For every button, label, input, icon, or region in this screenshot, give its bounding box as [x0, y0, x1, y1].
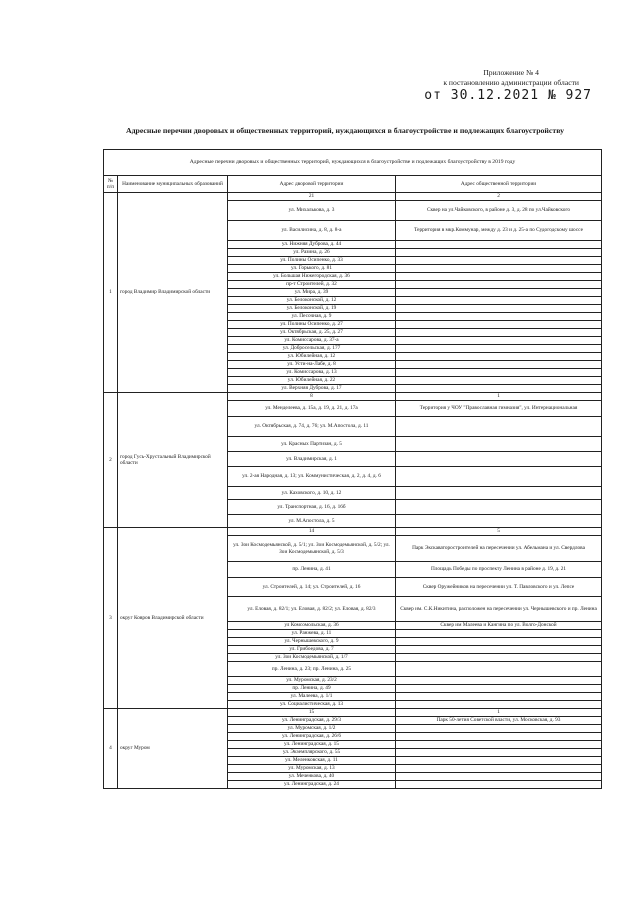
public-address	[396, 515, 602, 528]
yard-address: ул. Транспортная, д. 16, д. 16б	[228, 500, 396, 515]
public-address	[396, 353, 602, 361]
yard-address: ул. Комиссарова, д. 13	[228, 369, 396, 377]
yard-address: ул. Михальковa, д. 3	[228, 201, 396, 221]
public-address	[396, 781, 602, 789]
public-address	[396, 773, 602, 781]
yard-address: ул. Грибоедова, д. 7	[228, 646, 396, 654]
municipality-name: округ Муром	[118, 709, 228, 789]
yard-address: ул. Менделеева, д. 15а, д. 19, д. 21, д. 17а	[228, 401, 396, 417]
public-address	[396, 337, 602, 345]
yard-address: ул. Муромская, д. 1/2	[228, 725, 396, 733]
public-address	[396, 630, 602, 638]
public-address	[396, 693, 602, 701]
yard-address: ул. Октябрьская, д. 25, д. 27	[228, 329, 396, 337]
yard-address: ул. Разина, д. 26	[228, 249, 396, 257]
table-caption-row	[104, 150, 602, 176]
yard-address: ул. Ленинградская, д. 26/6	[228, 733, 396, 741]
yard-address: ул. Горького, д. 81	[228, 265, 396, 273]
group-count-row	[104, 193, 602, 201]
public-address	[396, 281, 602, 289]
header-public-address: Адрес общественной территории	[396, 176, 602, 193]
public-address: Территория в мкр.Коммунар, между д. 23 и д. 25-а по Судогодскому шоссе	[396, 221, 602, 241]
public-address	[396, 725, 602, 733]
public-address	[396, 345, 602, 353]
yard-address: ул. Верхняя Дуброва, д. 17	[228, 385, 396, 393]
public-address	[396, 500, 602, 515]
yard-address: пр. Ленина, д. 23; пр. Ленина, д. 25	[228, 662, 396, 677]
yard-address: ул. Усти-на-Лабе, д. 8	[228, 361, 396, 369]
yard-address: ул. Еловая, д. 82/1; ул. Еловая, д. 82/2; ул. Еловая, д. 82/3	[228, 597, 396, 622]
yard-address: ул. М.Апостола, д. 5	[228, 515, 396, 528]
public-address	[396, 638, 602, 646]
public-count: 2	[396, 193, 602, 201]
appendix-block	[424, 68, 592, 103]
yard-address: ул. Малеева, д. 1/1	[228, 693, 396, 701]
public-address	[396, 677, 602, 685]
yard-address: ул. Нижняя Дуброва, д. 44	[228, 241, 396, 249]
public-address	[396, 249, 602, 257]
public-address	[396, 654, 602, 662]
appendix-number: Приложение № 4	[483, 68, 539, 77]
public-address	[396, 369, 602, 377]
yard-address: ул. Меленковская, д. 11	[228, 757, 396, 765]
yard-address: ул. 2-ая Народная, д. 13; ул. Коммунистическая, д. 2, д. 4, д. 6	[228, 467, 396, 487]
public-address	[396, 377, 602, 385]
yard-address: ул. Полины Осипенко, д. 33	[228, 257, 396, 265]
yard-address: пр. Ленина, д. 41	[228, 562, 396, 578]
yard-address: ул. Белоконской, д. 19	[228, 305, 396, 313]
row-number: 2	[104, 393, 118, 528]
yard-count: 14	[228, 528, 396, 536]
public-address	[396, 297, 602, 305]
public-address	[396, 765, 602, 773]
row-number: 3	[104, 528, 118, 709]
public-address	[396, 305, 602, 313]
group-count-row	[104, 528, 602, 536]
territories-table-wrapper	[103, 149, 601, 789]
public-address	[396, 646, 602, 654]
yard-address: ул. Зои Космодемьянской, д. 1/7	[228, 654, 396, 662]
group-count-row	[104, 393, 602, 401]
municipality-name: город Владимир Владимирской области	[118, 193, 228, 393]
yard-address: ул. Строителей, д. 14; ул. Строителей, д. 16	[228, 578, 396, 597]
public-address	[396, 321, 602, 329]
municipality-name: округ Ковров Владимирской области	[118, 528, 228, 709]
public-count: 5	[396, 528, 602, 536]
public-address: Сквер им. С.К.Никитина, расположен на пересечении ул. Чернышевского и пр. Ленина	[396, 597, 602, 622]
yard-address: ул. Юбилейная, д. 12	[228, 353, 396, 361]
public-address	[396, 733, 602, 741]
public-address	[396, 361, 602, 369]
yard-count: 8	[228, 393, 396, 401]
public-address	[396, 662, 602, 677]
header-municipality: Наименование муниципальных образований	[118, 176, 228, 193]
yard-address: ул. Ленинградская, д. 29/3	[228, 717, 396, 725]
yard-address: ул. Василисина, д. 8, д. 8-а	[228, 221, 396, 241]
yard-count: 21	[228, 193, 396, 201]
public-address: Парк Экскаваторостроителей на пересечении ул. Абельмана и ул. Свердлова	[396, 536, 602, 562]
yard-address: пр. Ленина, д. 49	[228, 685, 396, 693]
yard-address: ул. Чернышевского, д. 9	[228, 638, 396, 646]
yard-address: ул. Добросельская, д. 177	[228, 345, 396, 353]
document-title: Адресные перечни дворовых и общественных территорий, нуждающихся в благоустройстве и подлежащих благоустройству	[125, 126, 565, 135]
yard-address: ул. Владимирская, д. 1	[228, 452, 396, 467]
public-address	[396, 701, 602, 709]
yard-address: ул Комсомольская, д. 36	[228, 622, 396, 630]
yard-address: ул. Песочная, д. 9	[228, 313, 396, 321]
yard-address: ул. Ленинградская, д. 24	[228, 781, 396, 789]
yard-address: ул. Муромская, д. 13	[228, 765, 396, 773]
public-address	[396, 265, 602, 273]
public-address: Площадь Победы по проспекту Ленина в районе д. 19, д. 21	[396, 562, 602, 578]
public-address	[396, 313, 602, 321]
public-address	[396, 685, 602, 693]
table-header-row	[104, 176, 602, 193]
yard-address: ул. Ленинградская, д. 15	[228, 741, 396, 749]
public-address	[396, 289, 602, 297]
public-address: Территория у ЧОУ "Православная гимназия", ул. Интернациональная	[396, 401, 602, 417]
yard-address: ул. Октябрьская, д. 74, д. 76; ул. М.Апостола, д. 11	[228, 417, 396, 437]
yard-address: ул. Полины Осипенко, д. 27	[228, 321, 396, 329]
public-address	[396, 487, 602, 500]
public-address	[396, 417, 602, 437]
yard-address: ул. Белоконской, д. 12	[228, 297, 396, 305]
yard-address: ул. Меченкова, д. 40	[228, 773, 396, 781]
yard-address: ул. Каховского, д. 10, д. 12	[228, 487, 396, 500]
yard-address: ул. Муромская, д. 23/2	[228, 677, 396, 685]
public-address	[396, 452, 602, 467]
appendix-reference: к постановлению администрации области	[443, 77, 579, 87]
yard-address: ул. Большая Нижегородская, д. 36	[228, 273, 396, 281]
appendix-date: от 30.12.2021 № 927	[424, 88, 592, 103]
public-address	[396, 467, 602, 487]
public-address: Сквер Оружейников на пересечении ул. Т. Павловского и ул. Лепсе	[396, 578, 602, 597]
yard-address: ул. Ранжева, д. 11	[228, 630, 396, 638]
public-address	[396, 749, 602, 757]
yard-address: ул. Юбилейная, д. 22	[228, 377, 396, 385]
territories-table	[103, 149, 602, 789]
yard-address: ул. Зои Космодемьянской, д. 5/1; ул. Зои Космодемьянской, д. 5/2; ул. Зои Космодемьянской, д. 5/3	[228, 536, 396, 562]
public-address	[396, 757, 602, 765]
yard-address: ул. Мира, д. 39	[228, 289, 396, 297]
public-count: 1	[396, 393, 602, 401]
public-address	[396, 329, 602, 337]
public-address: Сквер им Малеева и Кангина по ул. Волго-Донской	[396, 622, 602, 630]
public-count: 1	[396, 709, 602, 717]
public-address	[396, 273, 602, 281]
public-address	[396, 241, 602, 249]
public-address	[396, 741, 602, 749]
yard-address: ул. Комиссарова, д. 37-а	[228, 337, 396, 345]
group-count-row	[104, 709, 602, 717]
yard-address: пр-т Строителей, д. 32	[228, 281, 396, 289]
yard-address: ул. Экземплярского, д. 55	[228, 749, 396, 757]
header-yard-address: Адрес дворовой территории	[228, 176, 396, 193]
public-address: Парк 50-летия Советской власти, ул. Московская, д. 93	[396, 717, 602, 725]
public-address	[396, 385, 602, 393]
municipality-name: город Гусь-Хрустальный Владимирской области	[118, 393, 228, 528]
public-address	[396, 257, 602, 265]
public-address: Сквер на ул.Чайковского, в районе д. 3, д. 28 по ул.Чайковского	[396, 201, 602, 221]
header-number: № п/п	[104, 176, 118, 193]
yard-address: ул. Социалистическая, д. 13	[228, 701, 396, 709]
public-address	[396, 437, 602, 452]
row-number: 1	[104, 193, 118, 393]
table-caption: Адресные перечни дворовых и общественных территорий, нуждающихся в благоустройстве и подлежащих благоустройству в 2019 году	[104, 150, 602, 176]
yard-count: 15	[228, 709, 396, 717]
yard-address: ул. Красных Партизан, д. 5	[228, 437, 396, 452]
row-number: 4	[104, 709, 118, 789]
